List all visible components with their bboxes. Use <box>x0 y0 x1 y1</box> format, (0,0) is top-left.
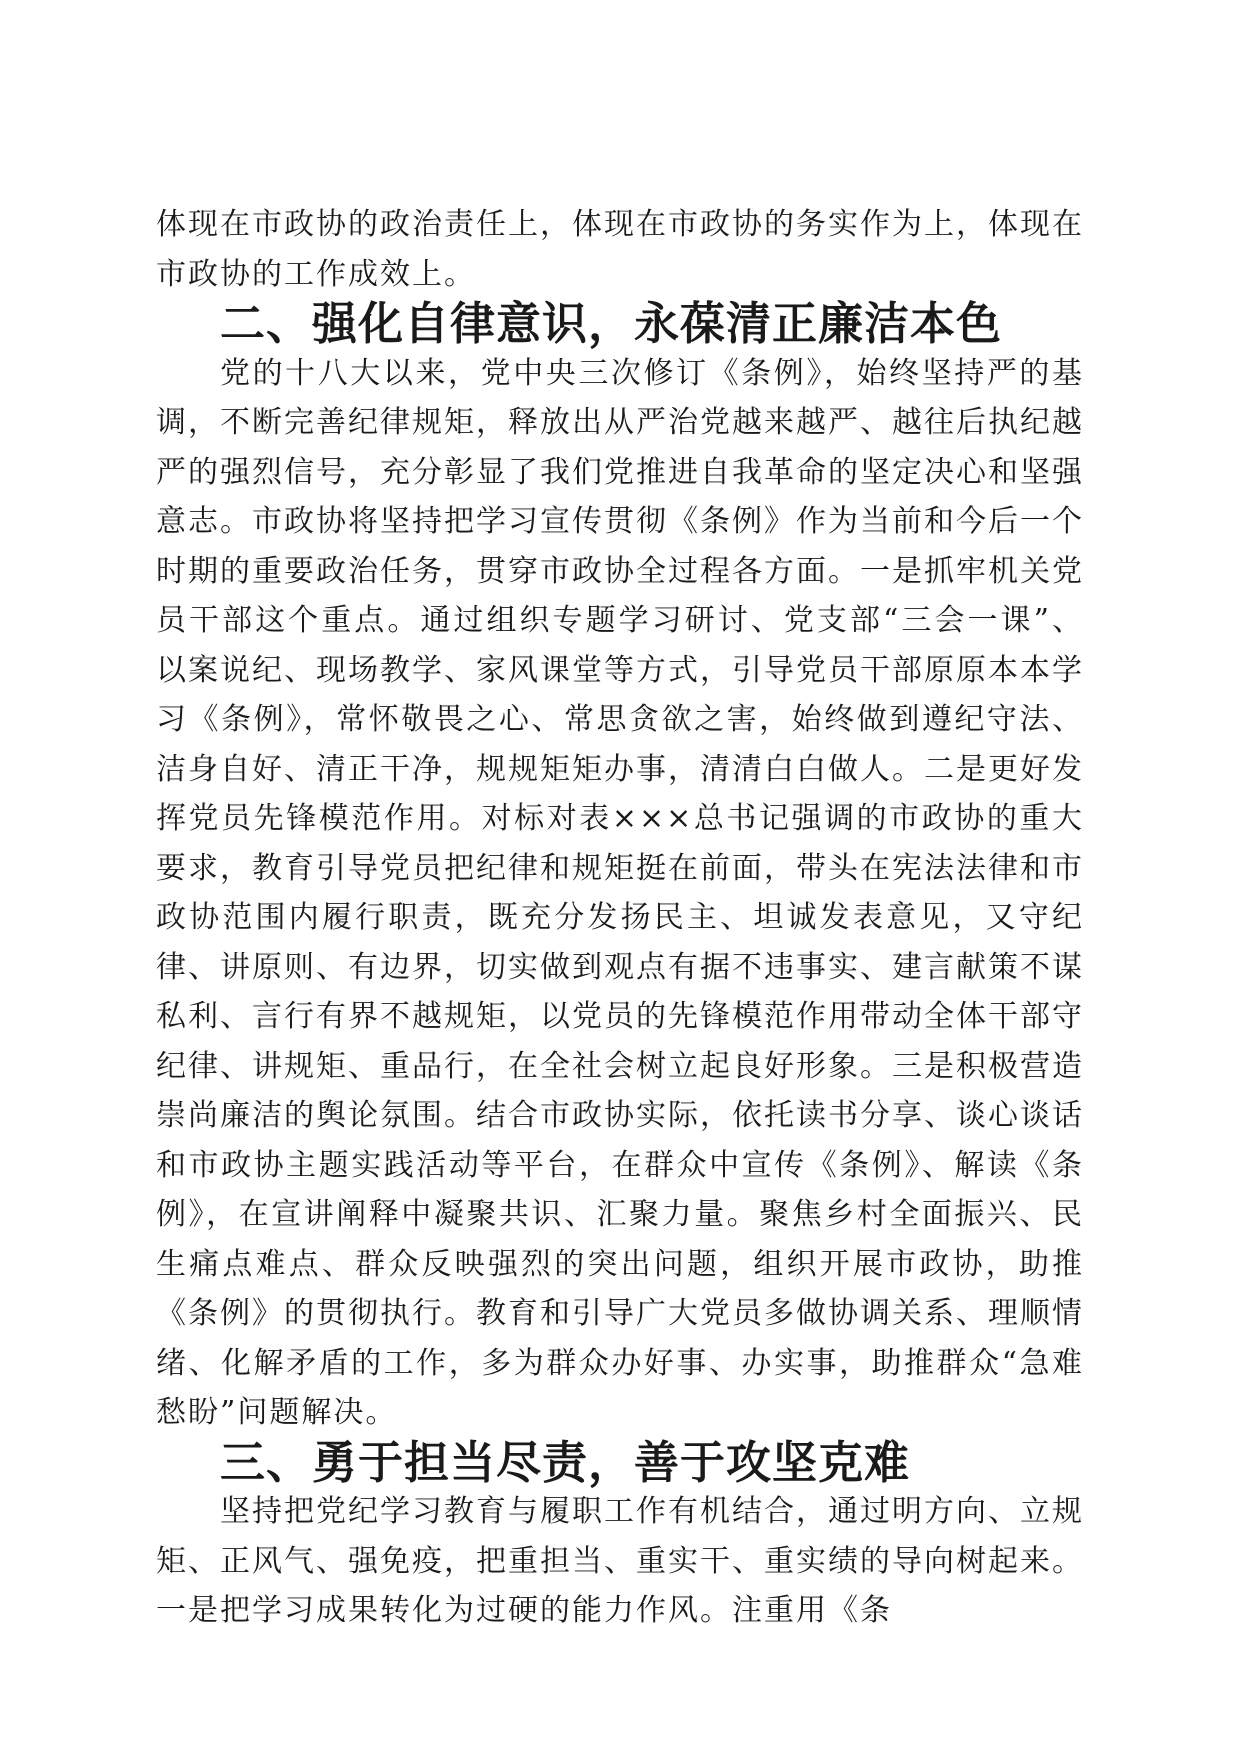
document-page <box>156 200 1084 1636</box>
section-heading-2: 二、强化自律意识，永葆清正廉洁本色 <box>220 297 1003 350</box>
continued-paragraph: 体现在市政协的政治责任上，体现在市政协的务实作为上，体现在市政协的工作成效上。 <box>156 207 1084 292</box>
section-paragraph-3: 坚持把党纪学习教育与履职工作有机结合，通过明方向、立规矩、正风气、强免疫，把重担当、重实干、重实绩的导向树起来。一是把学习成果转化为过硬的能力作风。注重用《条 <box>156 1494 1084 1628</box>
section-paragraph-2: 党的十八大以来，党中央三次修订《条例》，始终坚持严的基调，不断完善纪律规矩，释放出从严治党越来越严、越往后执纪越严的强烈信号，充分彰显了我们党推进自我革命的坚定决心和坚强意志。市政协将坚持把学习宣传贯彻《条例》作为当前和今后一个时期的重要政治任务，贯穿市政协全过程各方面。一是抓牢机关党员干部这个重点。通过组织专题学习研讨、党支部“三会一课”、以案说纪、现场教学、家风课堂等方式，引导党员干部原原本本学习《条例》，常怀敬畏之心、常思贪欲之害，始终做到遵纪守法、洁身自好、清正干净，规规矩矩办事，清清白白做人。二是更好发挥党员先锋模范作用。对标对表×××总书记强调的市政协的重大要求，教育引导党员把纪律和规矩挺在前面，带头在宪法法律和市政协范围内履行职责，既充分发扬民主、坦诚发表意见，又守纪律、讲原则、有边界，切实做到观点有据不违事实、建言献策不谋私利、言行有界不越规矩，以党员的先锋模范作用带动全体干部守纪律、讲规矩、重品行，在全社会树立起良好形象。三是积极营造崇尚廉洁的舆论氛围。结合市政协实际，依托读书分享、谈心谈话和市政协主题实践活动等平台，在群众中宣传《条例》、解读《条例》，在宣讲阐释中凝聚共识、汇聚力量。聚焦乡村全面振兴、民生痛点难点、群众反映强烈的突出问题，组织开展市政协，助推《条例》的贯彻执行。教育和引导广大党员多做协调关系、理顺情绪、化解矛盾的工作，多为群众办好事、办实事，助推群众“急难愁盼”问题解决。 <box>156 355 1084 1430</box>
section-heading-3: 三、勇于担当尽责，善于攻坚克难 <box>220 1435 911 1489</box>
